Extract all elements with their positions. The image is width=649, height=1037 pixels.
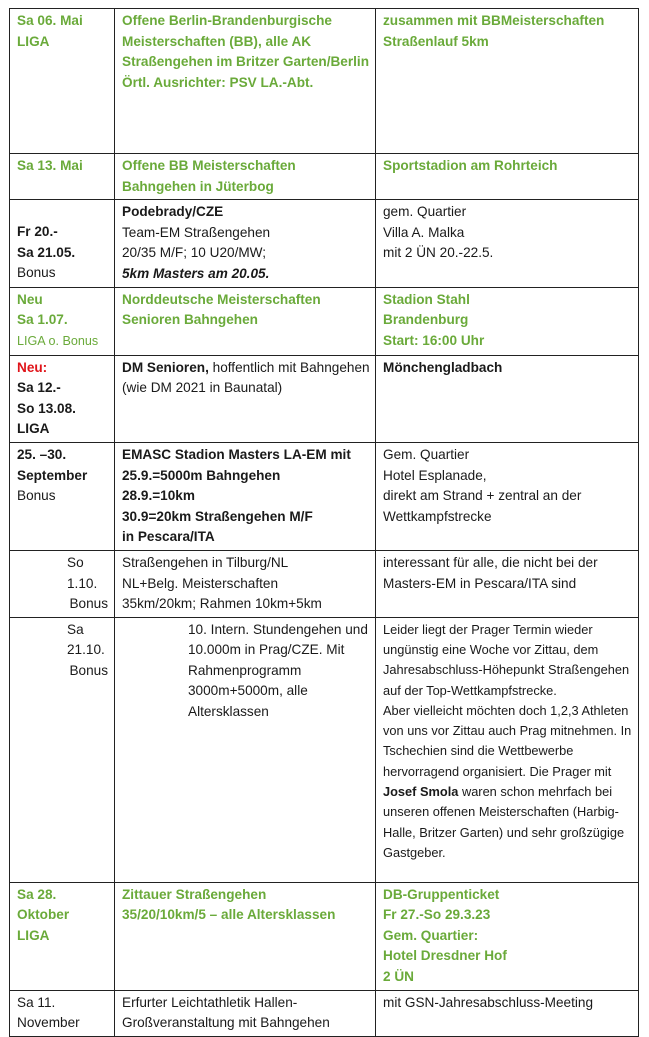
date-line: 1.10.: [67, 575, 98, 591]
event-cell: [115, 200, 376, 287]
date-cell: [10, 617, 115, 882]
info-text: Stadion Stahl: [383, 291, 470, 307]
event-cell: [115, 287, 376, 355]
event-detail: 28.9.=10km: [122, 488, 195, 504]
event-title: 10. Intern. Stundengehen und 10.000m in Prag/CZE. Mit Rahmenprogramm 3000m+5000m, alle Altersklassen: [188, 621, 368, 720]
date-line: Sa 13. Mai: [17, 158, 83, 173]
date-line: November: [17, 1015, 80, 1031]
info-text: Mönchengladbach: [383, 359, 503, 375]
info-text: Hotel Esplanade,: [383, 467, 487, 483]
date-line: Sa 11.: [17, 994, 56, 1010]
event-cell: [115, 990, 376, 1036]
table-row: [10, 355, 639, 442]
info-text: direkt am Strand + zentral an der Wettkampfstrecke: [383, 488, 582, 524]
info-cell: [376, 990, 639, 1036]
category-label: LIGA: [17, 927, 50, 943]
person-name: Josef Smola: [383, 784, 459, 800]
info-cell: [376, 287, 639, 355]
event-title: Erfurter Leichtathletik Hallen-Großveranstaltung mit Bahngehen: [122, 994, 330, 1031]
event-title: Norddeutsche Meisterschaften Senioren Bahngehen: [122, 291, 321, 328]
info-text: Start: 16:00 Uhr: [383, 332, 485, 348]
info-text: Gem. Quartier: [383, 446, 470, 462]
event-cell: [115, 355, 376, 442]
event-detail: 5km Masters am 20.05.: [122, 265, 270, 281]
category-label: LIGA o. Bonus: [17, 333, 99, 348]
event-title: DM Senioren,: [122, 359, 209, 375]
info-cell: [376, 617, 639, 882]
category-label: Bonus: [69, 662, 108, 678]
event-detail: NL+Belg. Meisterschaften: [122, 575, 279, 591]
category-label: Bonus: [69, 596, 108, 612]
event-cell: [115, 617, 376, 882]
date-cell: [10, 287, 115, 355]
date-line: September: [17, 467, 88, 483]
info-cell: [376, 355, 639, 442]
date-cell: [10, 355, 115, 442]
event-title: EMASC Stadion Masters LA-EM mit: [122, 446, 351, 462]
date-line: Oktober: [17, 907, 70, 923]
date-cell: [10, 442, 115, 550]
info-text: 2 ÜN: [383, 969, 414, 985]
date-line: Sa 1.07.: [17, 312, 68, 328]
table-row: [10, 617, 639, 882]
info-text: Gem. Quartier:: [383, 927, 479, 943]
table-row: [10, 990, 639, 1036]
table-row: [10, 200, 639, 287]
date-line: Sa: [67, 621, 84, 637]
date-cell: [10, 550, 115, 617]
event-detail: 20/35 M/F; 10 U20/MW;: [122, 245, 267, 261]
event-cell: [115, 550, 376, 617]
info-text: Aber vielleicht möchten doch 1,2,3 Athleten von uns vor Zittau auch Prag mitnehmen. In Tschechien sind die Wettbewerbe hervorragend organisiert. Die Prager mit Josef Smola waren schon mehrfach bei unseren offenen Meisterschaften (Harbig-Halle, Britzer Garten) und sehr großzügige Gastgeber.: [383, 702, 632, 860]
info-cell: [376, 882, 639, 990]
info-cell: [376, 200, 639, 287]
event-cell: [115, 9, 376, 154]
event-detail: Team-EM Straßengehen: [122, 224, 271, 240]
info-text: interessant für alle, die nicht bei der Masters-EM in Pescara/ITA sind: [383, 554, 598, 591]
event-title: Zittauer Straßengehen: [122, 886, 267, 902]
date-cell: [10, 882, 115, 990]
info-text: mit GSN-Jahresabschluss-Meeting: [383, 994, 594, 1010]
event-cell: [115, 154, 376, 200]
table-row: [10, 882, 639, 990]
event-title: Podebrady/CZE: [122, 204, 224, 220]
new-badge: Neu:: [17, 359, 48, 375]
event-detail: (wie DM 2021 in Baunatal): [122, 380, 283, 396]
category-label: Bonus: [17, 488, 56, 504]
info-text: Leider liegt der Prager Termin wieder ungünstig eine Woche vor Zittau, dem Jahresabschluss-Höhepunkt Straßengehen auf der Top-Wettkampfstrecke.: [383, 621, 630, 698]
info-cell: [376, 9, 639, 154]
date-line: So: [67, 554, 84, 570]
date-cell: [10, 990, 115, 1036]
date-line: Sa 21.05.: [17, 244, 76, 260]
event-detail: hoffentlich mit Bahngehen: [208, 359, 370, 375]
event-detail: in Pescara/ITA: [122, 529, 215, 545]
info-cell: [376, 442, 639, 550]
table-row: [10, 154, 639, 200]
event-detail: 25.9.=5000m Bahngehen: [122, 467, 281, 483]
event-title: Offene BB Meisterschaften Bahngehen in Jüterbog: [122, 158, 296, 194]
event-detail: Örtl. Ausrichter: PSV LA.-Abt.: [122, 74, 314, 90]
info-text: mit 2 ÜN 20.-22.5.: [383, 245, 494, 261]
event-title: Offene Berlin-Brandenburgische Meisterschaften (BB), alle AK Straßengehen im Britzer Garten/Berlin: [122, 13, 370, 70]
date-line: Fr 20.-: [17, 224, 58, 240]
date-line: Neu: [17, 291, 43, 307]
info-text: DB-Gruppenticket: [383, 886, 500, 902]
table-row: [10, 442, 639, 550]
event-detail: 35km/20km; Rahmen 10km+5km: [122, 596, 322, 612]
info-cell: [376, 550, 639, 617]
event-cell: [115, 882, 376, 990]
event-schedule-table: [9, 8, 639, 1037]
info-text: Hotel Dresdner Hof: [383, 948, 507, 964]
table-row: [10, 550, 639, 617]
date-cell: [10, 9, 115, 154]
date-cell: [10, 154, 115, 200]
date-line: 25. –30.: [17, 446, 67, 462]
category-label: LIGA: [17, 33, 50, 49]
date-line: Sa 06. Mai: [17, 13, 83, 28]
event-detail: 35/20/10km/5 – alle Altersklassen: [122, 907, 336, 923]
info-text: Fr 27.-So 29.3.23: [383, 907, 491, 923]
date-line: Sa 12.-: [17, 380, 61, 396]
table-row: [10, 9, 639, 154]
info-text: Sportstadion am Rohrteich: [383, 158, 558, 173]
info-text: Brandenburg: [383, 312, 469, 328]
date-line: 21.10.: [67, 642, 105, 658]
date-line: So 13.08.: [17, 400, 76, 416]
category-label: LIGA: [17, 421, 50, 437]
date-cell: [10, 200, 115, 287]
info-text: zusammen mit BBMeisterschaften Straßenlauf 5km: [383, 13, 605, 49]
event-detail: 30.9=20km Straßengehen M/F: [122, 508, 313, 524]
info-cell: [376, 154, 639, 200]
date-line: Sa 28.: [17, 886, 57, 902]
event-title-group: [122, 358, 370, 379]
table-row: [10, 287, 639, 355]
info-text: gem. Quartier: [383, 204, 467, 220]
category-label: Bonus: [17, 265, 56, 281]
event-title: Straßengehen in Tilburg/NL: [122, 554, 289, 570]
event-cell: [115, 442, 376, 550]
info-text: Villa A. Malka: [383, 224, 465, 240]
